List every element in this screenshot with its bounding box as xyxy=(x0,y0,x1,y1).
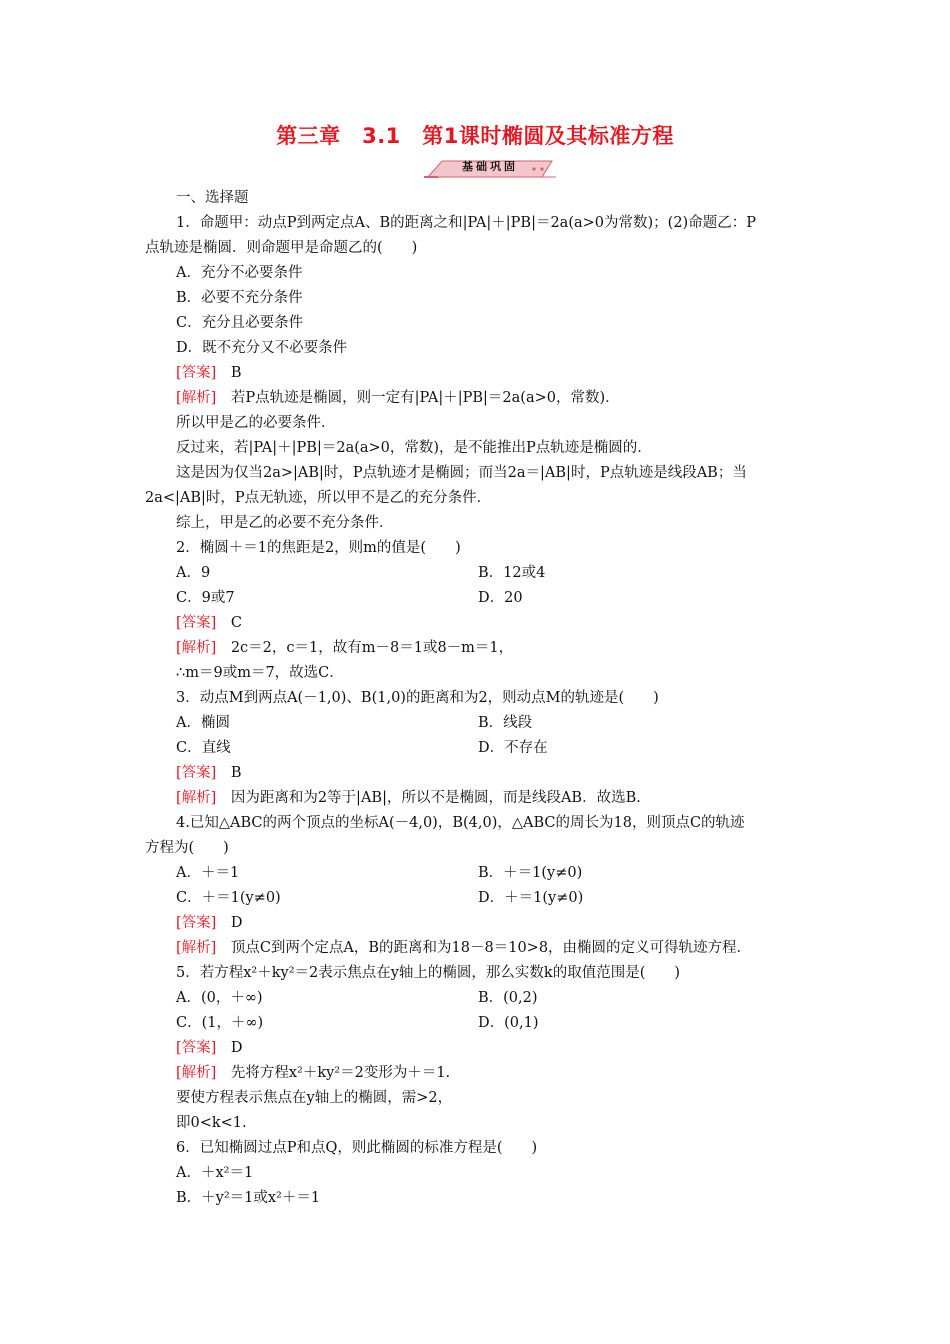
text-line xyxy=(478,888,583,908)
text-line xyxy=(176,988,263,1008)
line-text: 这是因为仅当2a>|AB|时，P点轨迹才是椭圆；而当2a＝|AB|时，P点轨迹是线段AB；当 xyxy=(176,465,747,481)
line-text: 一、选择题 xyxy=(176,190,249,206)
line-text: 2．椭圆＋＝1的焦距是2，则m的值是( ) xyxy=(176,540,461,556)
text-line xyxy=(176,963,680,983)
line-text: A．充分不必要条件 xyxy=(176,265,303,281)
answer-line xyxy=(176,763,241,783)
answer-line xyxy=(176,1038,242,1058)
line-text: 综上，甲是乙的必要不充分条件． xyxy=(176,515,394,531)
line-text: 顶点C到两个定点A，B的距离和为18－8＝10>8，由椭圆的定义可得轨迹方程． xyxy=(216,940,752,956)
text-line xyxy=(478,988,538,1008)
line-text: D．(0,1) xyxy=(478,1015,539,1031)
text-line xyxy=(176,1163,253,1183)
text-line xyxy=(478,588,523,608)
answer-line xyxy=(176,638,513,658)
line-text: 方程为( ) xyxy=(145,840,229,856)
line-text: C．(1，＋∞) xyxy=(176,1015,264,1031)
line-text: 若P点轨迹是椭圆，则一定有|PA|＋|PB|＝2a(a>0，常数)． xyxy=(216,390,620,406)
answer-line xyxy=(176,913,242,933)
text-line xyxy=(478,863,582,883)
text-line xyxy=(478,563,545,583)
line-text: 要使方程表示焦点在y轴上的椭圆，需>2， xyxy=(176,1090,453,1106)
text-line xyxy=(176,1088,452,1108)
answer-line xyxy=(176,938,751,958)
line-text: 2c＝2，c＝1，故有m－8＝1或8－m＝1， xyxy=(216,640,514,656)
text-line xyxy=(176,663,344,683)
line-text: B．＋y²＝1或x²＋＝1 xyxy=(176,1190,321,1206)
line-text: B．必要不充分条件 xyxy=(176,290,303,306)
answer-line xyxy=(176,613,242,633)
text-line xyxy=(176,313,303,333)
line-text: 反过来，若|PA|＋|PB|＝2a(a>0，常数)，是不能推出P点轨迹是椭圆的． xyxy=(176,440,652,456)
line-text: B．(0,2) xyxy=(478,990,538,1006)
line-text: C．9或7 xyxy=(176,590,235,606)
analysis-tag: [解析] xyxy=(176,1065,217,1081)
text-line xyxy=(176,513,394,533)
line-text: D．不存在 xyxy=(478,740,548,756)
text-line xyxy=(478,738,548,758)
analysis-tag: [解析] xyxy=(176,790,217,806)
text-line xyxy=(176,813,745,833)
line-text: B．＋＝1(y≠0) xyxy=(478,865,583,881)
line-text: 4.已知△ABC的两个顶点的坐标A(－4,0)，B(4,0)，△ABC的周长为18，则顶点C的轨迹 xyxy=(176,815,745,831)
text-line xyxy=(176,888,281,908)
line-text: A．9 xyxy=(176,565,211,581)
line-text: 5．若方程x²＋ky²＝2表示焦点在y轴上的椭圆，那么实数k的取值范围是( ) xyxy=(176,965,681,981)
text-line xyxy=(176,1188,320,1208)
text-line xyxy=(145,838,229,858)
line-text: 2a<|AB|时，P点无轨迹，所以甲不是乙的充分条件． xyxy=(145,490,492,506)
line-text: C xyxy=(216,615,242,631)
text-line xyxy=(176,263,302,283)
text-line xyxy=(478,1013,539,1033)
line-text: 因为距离和为2等于|AB|，所以不是椭圆，而是线段AB．故选B． xyxy=(216,790,651,806)
text-line xyxy=(176,1113,247,1133)
text-line xyxy=(176,338,347,358)
answer-line xyxy=(176,388,620,408)
text-line xyxy=(176,863,239,883)
text-line xyxy=(145,488,491,508)
line-text: D．＋＝1(y≠0) xyxy=(478,890,584,906)
answer-tag: [答案] xyxy=(176,765,217,781)
text-line xyxy=(176,738,231,758)
line-text: 6．已知椭圆过点P和点Q，则此椭圆的标准方程是( ) xyxy=(176,1140,538,1156)
analysis-tag: [解析] xyxy=(176,640,217,656)
line-text: 3．动点M到两点A(－1,0)、B(1,0)的距离和为2，则动点M的轨迹是( ) xyxy=(176,690,659,706)
line-text: B xyxy=(216,365,242,381)
line-text: C．充分且必要条件 xyxy=(176,315,304,331)
text-line xyxy=(145,238,417,258)
line-text: A．椭圆 xyxy=(176,715,230,731)
line-text: 即0<k<1. xyxy=(176,1115,247,1131)
answer-tag: [答案] xyxy=(176,615,217,631)
line-text: D xyxy=(216,915,243,931)
line-text: C．直线 xyxy=(176,740,231,756)
text-line xyxy=(176,463,747,483)
line-text: A．(0，＋∞) xyxy=(176,990,263,1006)
answer-line xyxy=(176,788,651,808)
line-text: A．＋x²＝1 xyxy=(176,1165,254,1181)
text-line xyxy=(176,1013,263,1033)
line-text: ∴m＝9或m＝7，故选C． xyxy=(176,665,344,681)
answer-tag: [答案] xyxy=(176,915,217,931)
text-line xyxy=(176,413,336,433)
text-line xyxy=(176,713,230,733)
section-banner-label: 基础巩固 xyxy=(462,160,518,173)
analysis-tag: [解析] xyxy=(176,390,217,406)
page-title: 第三章 3.1 第1课时椭圆及其标准方程 xyxy=(276,124,674,148)
text-line xyxy=(176,563,210,583)
line-text: D．20 xyxy=(478,590,523,606)
text-line xyxy=(176,288,303,308)
line-text: 1．命题甲：动点P到两定点A、B的距离之和|PA|＋|PB|＝2a(a>0为常数)；(2)命题乙：P xyxy=(176,215,756,231)
analysis-tag: [解析] xyxy=(176,940,217,956)
line-text: B．12或4 xyxy=(478,565,546,581)
text-line xyxy=(176,188,249,208)
line-text: D．既不充分又不必要条件 xyxy=(176,340,348,356)
text-line xyxy=(176,688,659,708)
line-text: D xyxy=(216,1040,243,1056)
text-line xyxy=(176,588,235,608)
line-text: C．＋＝1(y≠0) xyxy=(176,890,281,906)
line-text: B xyxy=(216,765,242,781)
line-text: 先将方程x²＋ky²＝2变形为＋＝1. xyxy=(216,1065,451,1081)
text-line xyxy=(176,213,756,233)
answer-line xyxy=(176,363,241,383)
answer-line xyxy=(176,1063,450,1083)
answer-tag: [答案] xyxy=(176,365,217,381)
text-line xyxy=(478,713,532,733)
line-text: B．线段 xyxy=(478,715,533,731)
text-line xyxy=(176,438,652,458)
line-text: A．＋＝1 xyxy=(176,865,240,881)
text-line xyxy=(176,1138,537,1158)
line-text: 点轨迹是椭圆．则命题甲是命题乙的( ) xyxy=(145,240,418,256)
line-text: 所以甲是乙的必要条件． xyxy=(176,415,336,431)
text-line xyxy=(176,538,461,558)
answer-tag: [答案] xyxy=(176,1040,217,1056)
